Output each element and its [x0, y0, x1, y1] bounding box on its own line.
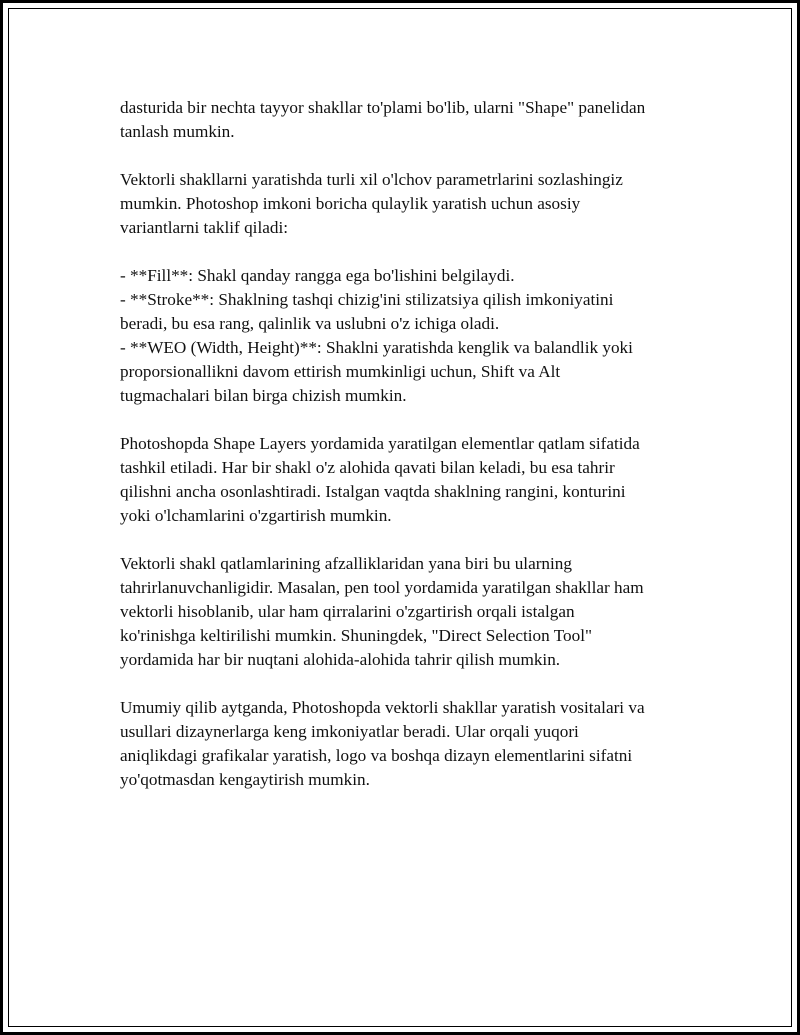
text-line: yoki o'lchamlarini o'zgartirish mumkin.	[120, 506, 392, 525]
text-line: vektorli hisoblanib, ular ham qirralarini o'zgartirish orqali istalgan	[120, 602, 575, 621]
text-line: yordamida har bir nuqtani alohida-alohida tahrir qilish mumkin.	[120, 650, 561, 669]
text-line: yo'qotmasdan kengaytirish mumkin.	[120, 770, 370, 789]
text-line: tahrirlanuvchanligidir. Masalan, pen tool yordamida yaratilgan shakllar ham	[120, 578, 644, 597]
list-item-fill: - **Fill**: Shakl qanday rangga ega bo'lishini belgilaydi.	[120, 266, 515, 285]
paragraph-parameters	[120, 168, 700, 240]
text-line: tanlash mumkin.	[120, 122, 235, 141]
paragraph-conclusion	[120, 696, 700, 792]
text-line: tugmachalari bilan birga chizish mumkin.	[120, 386, 407, 405]
paragraph-shape-layers	[120, 432, 700, 528]
text-line: variantlarni taklif qiladi:	[120, 218, 288, 237]
text-line: Vektorli shakllarni yaratishda turli xil o'lchov parametrlarini sozlashingiz	[120, 170, 623, 189]
text-line: Umumiy qilib aytganda, Photoshopda vektorli shakllar yaratish vositalari va	[120, 698, 645, 717]
text-line: ko'rinishga keltirilishi mumkin. Shuningdek, "Direct Selection Tool"	[120, 626, 592, 645]
document-body	[120, 96, 700, 816]
text-line: beradi, bu esa rang, qalinlik va uslubni o'z ichiga oladi.	[120, 314, 500, 333]
text-line: tashkil etiladi. Har bir shakl o'z alohida qavati bilan keladi, bu esa tahrir	[120, 458, 615, 477]
text-line: Vektorli shakl qatlamlarining afzalliklaridan yana biri bu ularning	[120, 554, 572, 573]
list-item-stroke: - **Stroke**: Shaklning tashqi chizig'ini stilizatsiya qilish imkoniyatini	[120, 290, 614, 309]
list-item-weo: - **WEO (Width, Height)**: Shaklni yaratishda kenglik va balandlik yoki	[120, 338, 633, 357]
text-line: mumkin. Photoshop imkoni boricha qulaylik yaratish uchun asosiy	[120, 194, 581, 213]
text-line: aniqlikdagi grafikalar yaratish, logo va boshqa dizayn elementlarini sifatni	[120, 746, 633, 765]
paragraph-editability	[120, 552, 700, 672]
text-line: qilishni ancha osonlashtiradi. Istalgan vaqtda shaklning rangini, konturini	[120, 482, 626, 501]
text-line: proporsionallikni davom ettirish mumkinligi uchun, Shift va Alt	[120, 362, 561, 381]
text-line: dasturida bir nechta tayyor shakllar to'plami bo'lib, ularni "Shape" panelidan	[120, 98, 646, 117]
text-line: usullari dizaynerlarga keng imkoniyatlar beradi. Ular orqali yuqori	[120, 722, 579, 741]
paragraph-options-list	[120, 264, 700, 408]
text-line: Photoshopda Shape Layers yordamida yaratilgan elementlar qatlam sifatida	[120, 434, 640, 453]
paragraph-shape-panel	[120, 96, 700, 144]
